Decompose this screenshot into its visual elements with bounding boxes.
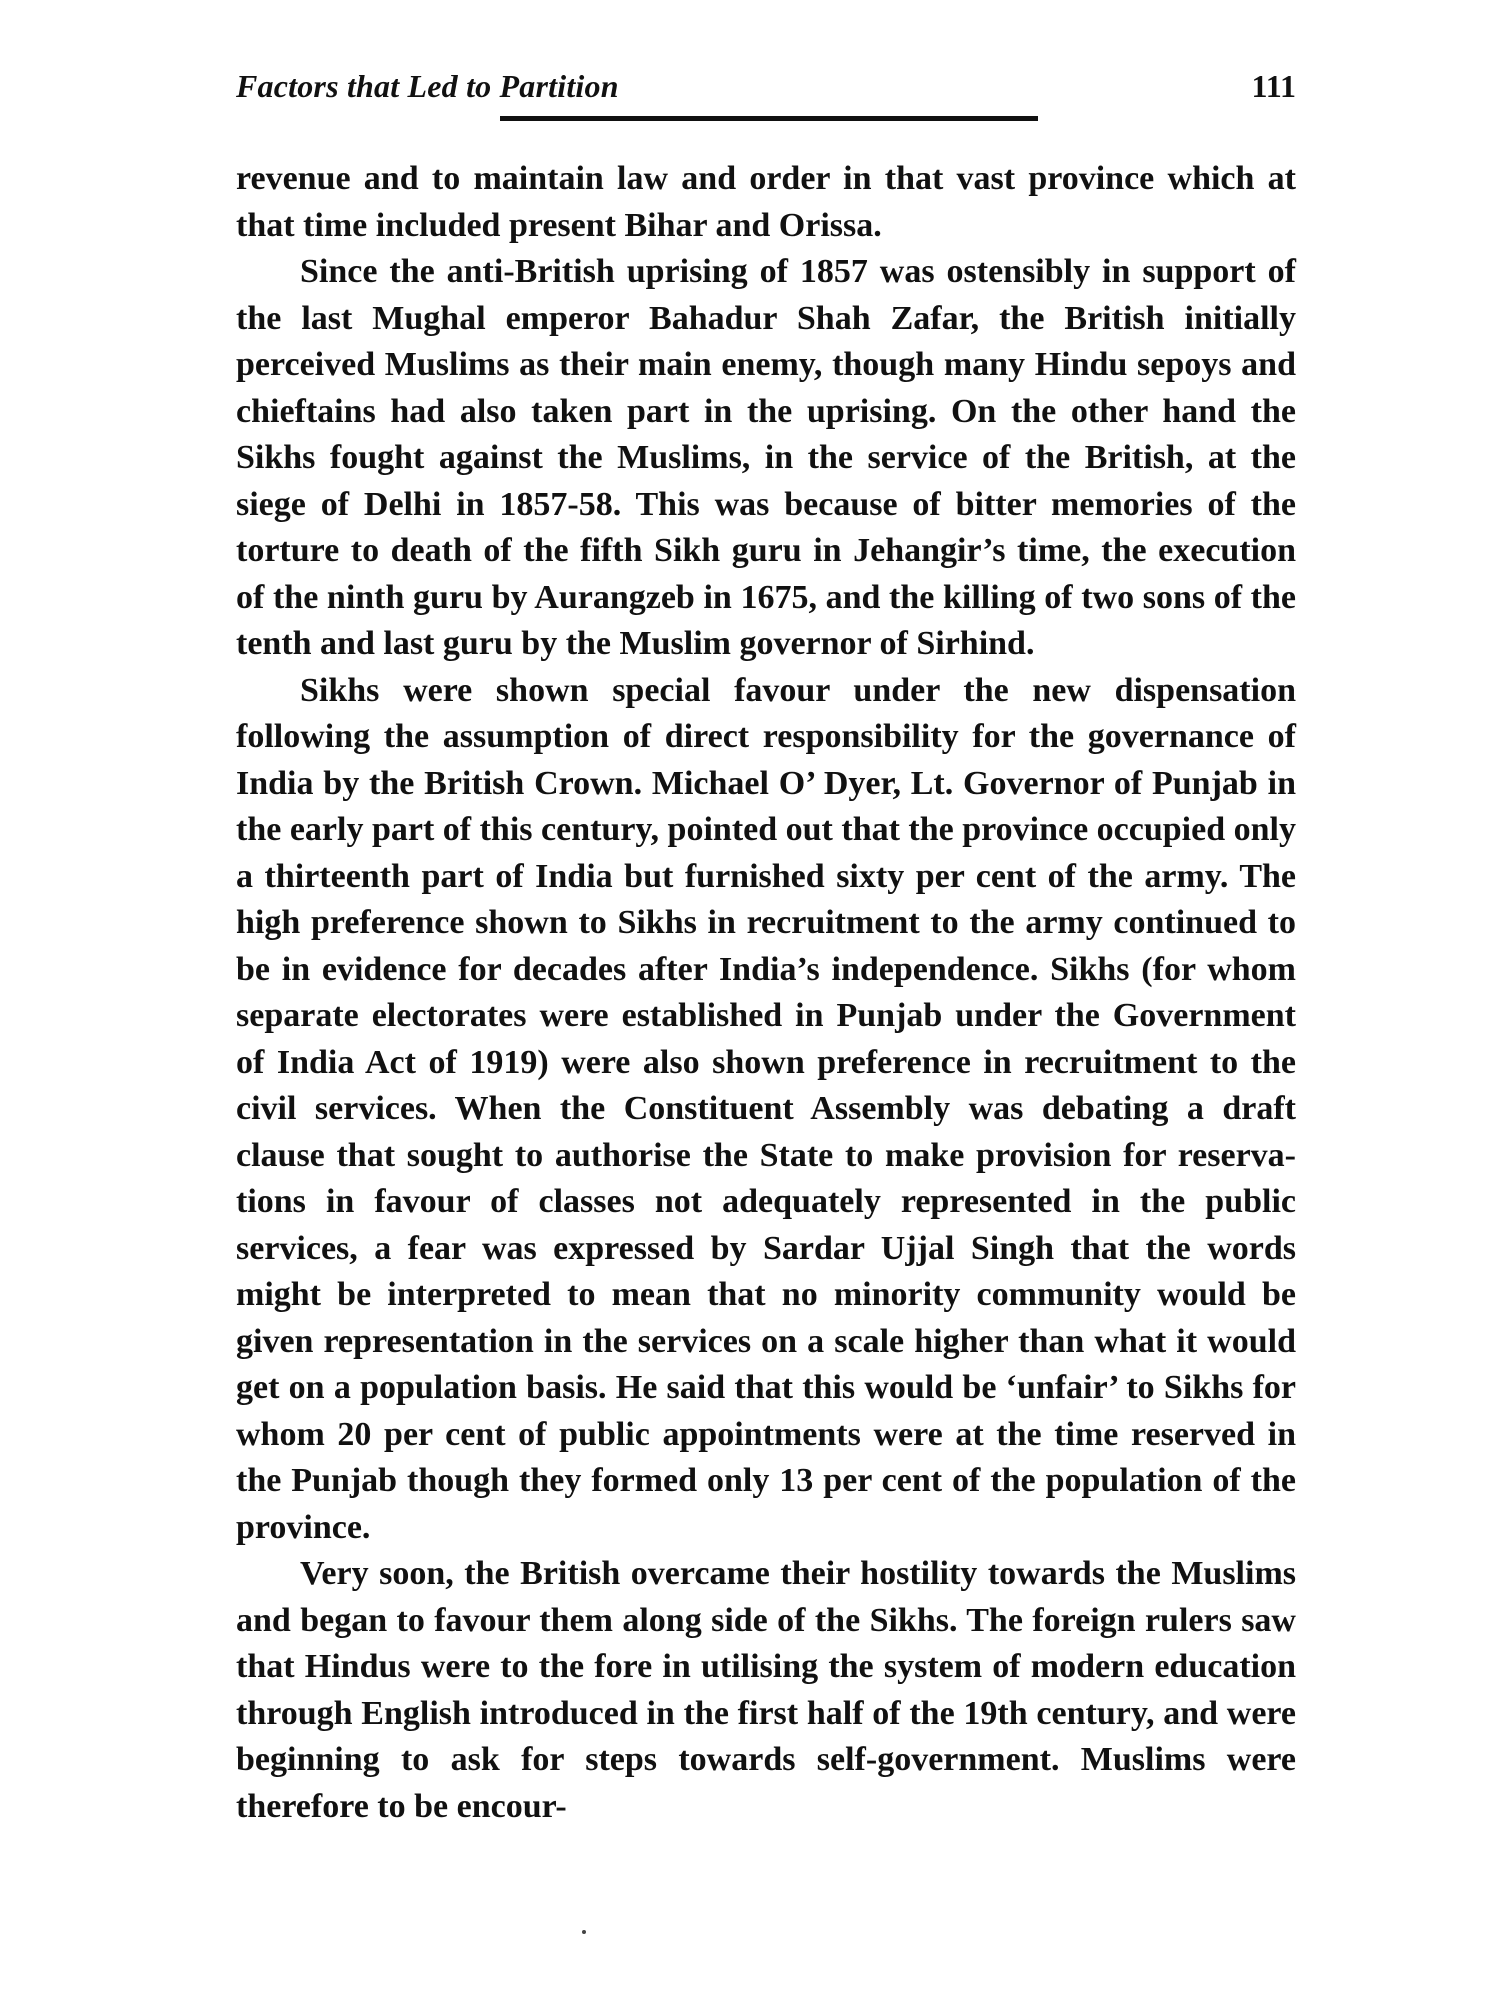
header-rule bbox=[500, 116, 1038, 121]
paragraph-muslims-favoured: Very soon, the British overcame their hostility towards the Muslims and began to favour them along side of the Sikhs. The foreign rulers saw that Hindus were to the fore in utilising the system of modern education through English introduced in the first half of the 19th century, and were beginning to ask for steps towards self-government. Muslims were therefore to be encour- bbox=[236, 1555, 1296, 1825]
body-text bbox=[236, 156, 1296, 1830]
paragraph-continued: revenue and to maintain law and order in that vast province which at that time included present Bihar and Orissa. bbox=[236, 160, 1296, 244]
running-head bbox=[236, 60, 1296, 120]
stray-print-mark bbox=[582, 1930, 586, 1934]
page-number: 111 bbox=[1251, 68, 1296, 104]
paragraph-sikh-favour: Sikhs were shown special favour under the new dispensation following the assumption of direct responsibility for the governance of India by the British Crown. Michael O’ Dyer, Lt. Governor of Punjab in the early part of this century, pointed out that the province occupied only a thirteenth part of India but furnished sixty per cent of the army. The high preference shown to Sikhs in recruitment to the army continued to be in evidence for decades after India’s independence. Sikhs (for whom separate electorates were established in Punjab under the Government of India Act of 1919) were also shown preference in recruitment to the civil services. When the Constituent Assembly was debating a draft clause that sought to authorise the State to make provision for reservations in favour of classes not adequately represented in the public services, a fear was expressed by Sardar Ujjal Singh that the words might be interpreted to mean that no minority community would be given representation in the services on a scale higher than what it would get on a population basis. He said that this would be ‘unfair’ to Sikhs for whom 20 per cent of public appointments were at the time reserved in the Punjab though they formed only 13 per cent of the population of the province. bbox=[236, 671, 1296, 1546]
running-title: Factors that Led to Partition bbox=[236, 68, 619, 104]
paragraph-uprising-1857: Since the anti-British uprising of 1857 was ostensibly in support of the last Mughal emperor Bahadur Shah Zafar, the British initially perceived Muslims as their main enemy, though many Hindu sepoys and chieftains had also taken part in the uprising. On the other hand the Sikhs fought against the Muslims, in the service of the British, at the siege of Delhi in 1857-58. This was because of bitter memories of the torture to death of the fifth Sikh guru in Jehangir’s time, the execution of the ninth guru by Aurangzeb in 1675, and the killing of two sons of the tenth and last guru by the Muslim governor of Sirhind. bbox=[236, 253, 1296, 662]
